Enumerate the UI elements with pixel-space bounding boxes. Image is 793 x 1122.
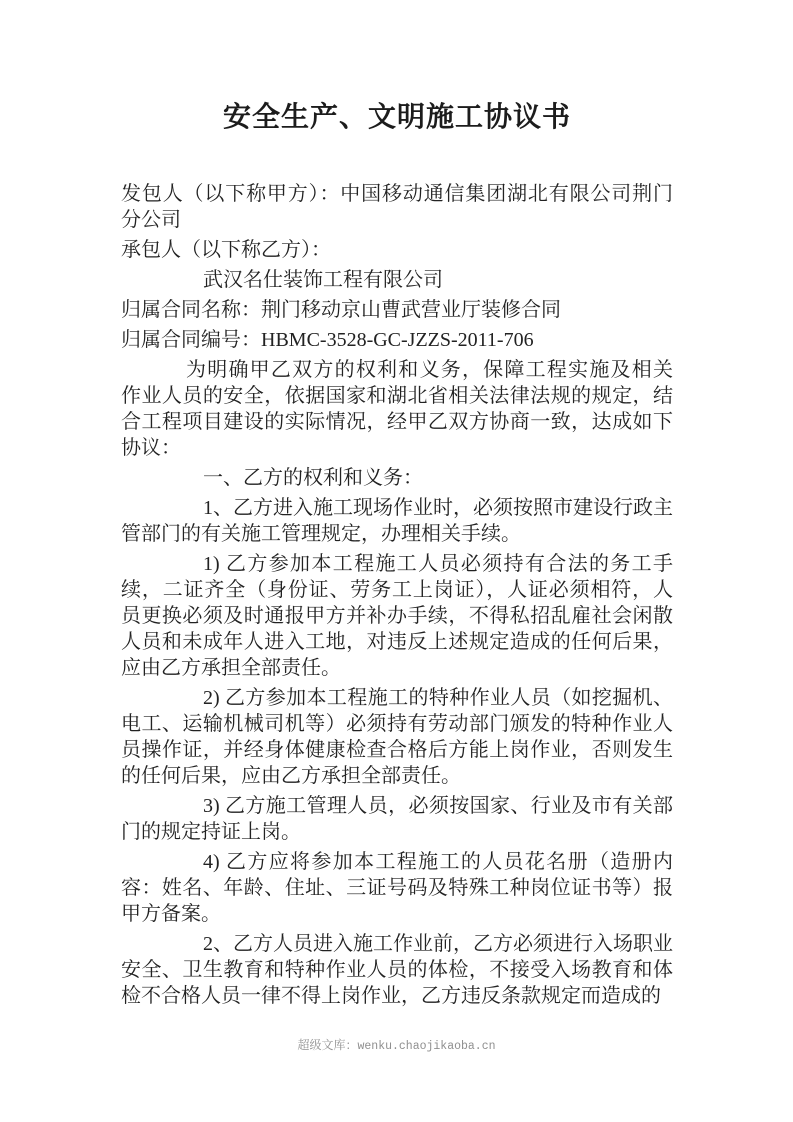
paragraph-clause-1-1 — [121, 551, 673, 681]
text-line: 1) 乙方参加本工程施工人员必须持有合法的务工手 — [203, 553, 673, 575]
paragraph-contractor-name — [121, 267, 673, 293]
text-line: 管部门的有关施工管理规定，办理相关手续。 — [121, 523, 521, 545]
text-line: 1、乙方进入施工现场作业时，必须按照市建设行政主 — [203, 497, 673, 519]
paragraph-clause-1-2 — [121, 685, 673, 789]
paragraph-contract-number — [121, 327, 673, 353]
text-line: 合工程项目建设的实际情况，经甲乙双方协商一致，达成如下 — [121, 411, 673, 433]
paragraph-clause-1-4 — [121, 849, 673, 927]
text-line: 一、乙方的权利和义务： — [203, 467, 423, 489]
paragraph-party-a — [121, 181, 673, 233]
paragraph-section-1-heading — [121, 465, 673, 491]
document-title: 安全生产、文明施工协议书 — [222, 102, 571, 133]
watermark-site-label: 超级文库： — [297, 1038, 358, 1052]
text-line: 归属合同名称：荆门移动京山曹武营业厅装修合同 — [121, 299, 561, 321]
watermark-footer — [0, 1037, 793, 1055]
text-line: 容：姓名、年龄、住址、三证号码及特殊工种岗位证书等）报 — [121, 877, 673, 899]
text-line: 发包人（以下称甲方）：中国移动通信集团湖北有限公司荆门 — [121, 183, 673, 205]
text-line: 检不合格人员一律不得上岗作业，乙方违反条款规定而造成的 — [121, 985, 661, 1007]
text-line: 2、乙方人员进入施工作业前，乙方必须进行入场职业 — [203, 933, 673, 955]
text-line: 为明确甲乙双方的权利和义务，保障工程实施及相关 — [186, 359, 673, 381]
paragraph-preamble — [121, 357, 673, 461]
text-line: 的任何后果，应由乙方承担全部责任。 — [121, 765, 461, 787]
text-line: 员操作证，并经身体健康检查合格后方能上岗作业，否则发生 — [121, 739, 673, 761]
text-line: 应由乙方承担全部责任。 — [121, 657, 341, 679]
document-body — [121, 181, 673, 1009]
paragraph-party-b — [121, 237, 673, 263]
text-line: 续，二证齐全（身份证、劳务工上岗证），人证必须相符，人 — [121, 579, 673, 601]
text-line: 电工、运输机械司机等）必须持有劳动部门颁发的特种作业人 — [121, 713, 673, 735]
text-line: 归属合同编号：HBMC-3528-GC-JZZS-2011-706 — [121, 329, 534, 351]
paragraph-contract-name — [121, 297, 673, 323]
text-line: 3) 乙方施工管理人员，必须按国家、行业及市有关部 — [203, 795, 673, 817]
text-line: 分公司 — [121, 209, 181, 231]
text-line: 甲方备案。 — [121, 903, 221, 925]
text-line: 作业人员的安全，依据国家和湖北省相关法律法规的规定，结 — [121, 385, 673, 407]
text-line: 门的规定持证上岗。 — [121, 821, 301, 843]
text-line: 协议： — [121, 437, 181, 459]
text-line: 武汉名仕装饰工程有限公司 — [203, 269, 443, 291]
text-line: 承包人（以下称乙方）： — [121, 239, 331, 261]
paragraph-clause-1 — [121, 495, 673, 547]
watermark-site-url: wenku.chaojikaoba.cn — [357, 1040, 496, 1053]
text-line: 安全、卫生教育和特种作业人员的体检，不接受入场教育和体 — [121, 959, 673, 981]
paragraph-clause-1-3 — [121, 793, 673, 845]
text-line: 4) 乙方应将参加本工程施工的人员花名册（造册内 — [203, 851, 673, 873]
text-line: 人员和未成年人进入工地，对违反上述规定造成的任何后果， — [121, 631, 673, 653]
text-line: 员更换必须及时通报甲方并补办手续，不得私招乱雇社会闲散 — [121, 605, 673, 627]
paragraph-clause-2 — [121, 931, 673, 1009]
text-line: 2) 乙方参加本工程施工的特种作业人员（如挖掘机、 — [203, 687, 673, 709]
